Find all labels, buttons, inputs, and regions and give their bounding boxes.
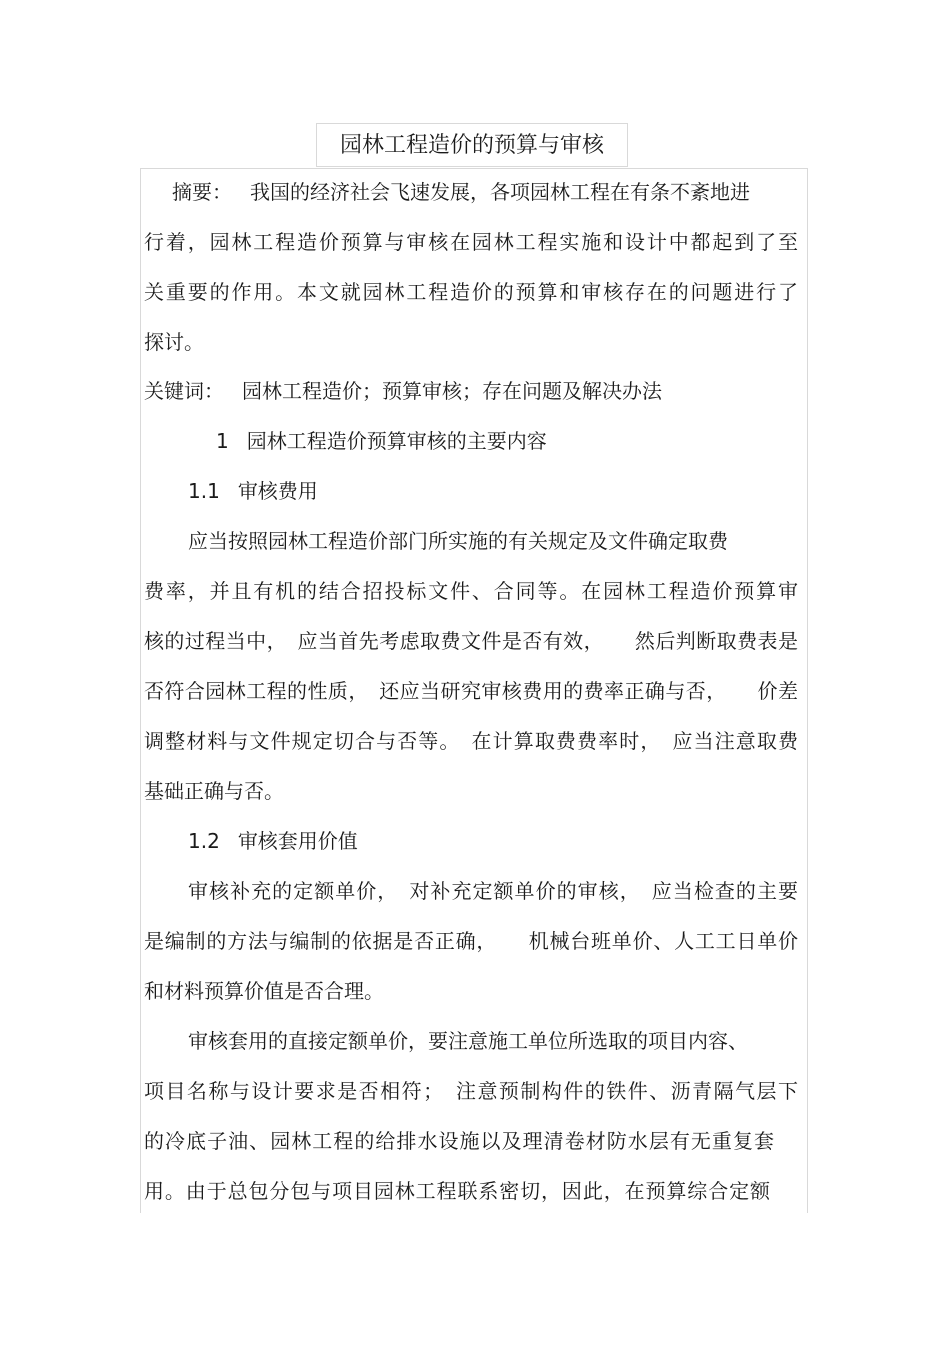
section-1-1-line-4: 否符合园林工程的性质， 还应当研究审核费用的费率正确与否， 价差	[144, 679, 798, 703]
keywords-text: 园林工程造价；预算审核；存在问题及解决办法	[242, 379, 662, 403]
section-1-2-p1-line-2: 是编制的方法与编制的依据是否正确， 机械台班单价、人工工日单价	[144, 929, 798, 953]
section-1-1-heading	[188, 477, 318, 505]
section-1-2-title: 审核套用价值	[237, 829, 358, 853]
section-1-1-title: 审核费用	[237, 479, 318, 503]
section-1-title: 园林工程造价预算审核的主要内容	[246, 429, 547, 453]
section-1-1-line-1: 应当按照园林工程造价部门所实施的有关规定及文件确定取费	[188, 529, 728, 553]
keywords-label: 关键词：	[144, 379, 224, 403]
section-1-1-line-5: 调整材料与文件规定切合与否等。 在计算取费费率时， 应当注意取费	[144, 729, 798, 753]
abstract-label: 摘要：	[172, 180, 232, 204]
section-1-1-line-3: 核的过程当中， 应当首先考虑取费文件是否有效， 然后判断取费表是	[144, 629, 798, 653]
section-1-2-p1-line-1: 审核补充的定额单价， 对补充定额单价的审核， 应当检查的主要	[188, 879, 798, 903]
keywords-line	[144, 377, 662, 405]
section-1-2-heading	[188, 827, 358, 855]
section-1-2-p2-line-4: 用。由于总包分包与项目园林工程联系密切，因此，在预算综合定额	[144, 1179, 770, 1203]
section-1-1-line-2: 费率，并且有机的结合招投标文件、合同等。在园林工程造价预算审	[144, 579, 798, 603]
section-1-2-p2-line-3: 的冷底子油、园林工程的给排水设施以及理清卷材防水层有无重复套	[144, 1129, 774, 1153]
section-1-1-number: 1.1	[188, 479, 220, 503]
section-1-2-p2-line-1: 审核套用的直接定额单价，要注意施工单位所选取的项目内容、	[188, 1029, 748, 1053]
section-1-2-p1-line-3: 和材料预算价值是否合理。	[144, 979, 384, 1003]
section-1-heading	[216, 427, 547, 455]
abstract-line-3: 关重要的作用。本文就园林工程造价的预算和审核存在的问题进行了	[144, 280, 798, 304]
abstract-line-1: 我国的经济社会飞速发展，各项园林工程在有条不紊地进	[250, 180, 750, 204]
abstract-line-4: 探讨。	[144, 330, 204, 354]
abstract-first-line	[172, 178, 750, 206]
section-1-1-line-6: 基础正确与否。	[144, 779, 284, 803]
section-1-2-number: 1.2	[188, 829, 220, 853]
section-1-number: 1	[216, 429, 229, 453]
abstract-line-2: 行着，园林工程造价预算与审核在园林工程实施和设计中都起到了至	[144, 230, 798, 254]
section-1-2-p2-line-2: 项目名称与设计要求是否相符； 注意预制构件的铁件、沥青隔气层下	[144, 1079, 798, 1103]
page-title: 园林工程造价的预算与审核	[316, 123, 628, 167]
